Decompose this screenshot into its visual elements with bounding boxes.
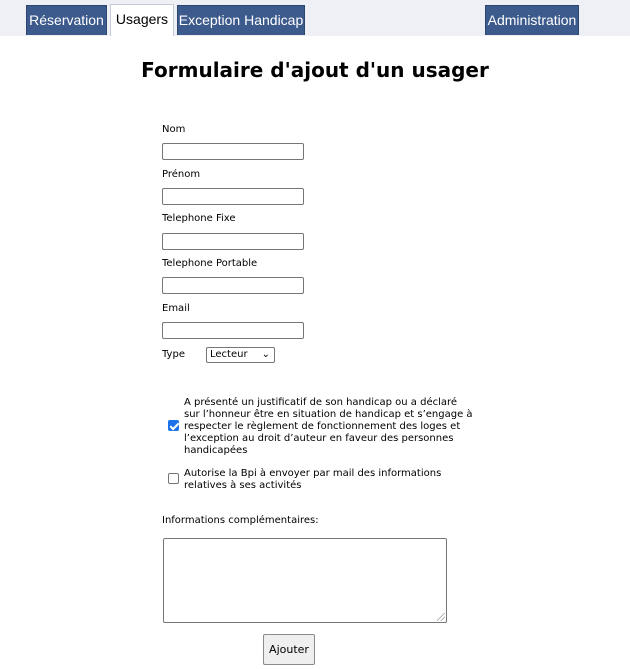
handicap-checkbox[interactable]	[168, 420, 179, 431]
email-input[interactable]	[162, 322, 304, 339]
nom-label: Nom	[162, 124, 186, 135]
tab-administration[interactable]: Administration	[485, 5, 579, 35]
resize-grip-icon[interactable]	[437, 613, 445, 621]
prenom-input[interactable]	[162, 188, 304, 205]
handicap-checkbox-label: A présenté un justificatif de son handicap ou a déclaré sur l’honneur être en situation de handicap et s’engage à respecter le règlement de fonctionnement des loges et l’exception au droit d’auteur en faveur des personnes handicapées	[184, 397, 473, 456]
tab-usagers[interactable]: Usagers	[110, 4, 174, 36]
chevron-down-icon: ⌄	[261, 349, 270, 360]
email-label: Email	[162, 303, 190, 314]
info-label: Informations complémentaires:	[162, 515, 319, 526]
page-title: Formulaire d'ajout d'un usager	[141, 58, 489, 82]
prenom-label: Prénom	[162, 169, 201, 180]
top-navigation	[0, 0, 630, 36]
newsletter-checkbox[interactable]	[168, 473, 179, 484]
tab-reservation[interactable]: Réservation	[26, 5, 107, 35]
telephone-fixe-input[interactable]	[162, 233, 304, 250]
newsletter-checkbox-label: Autorise la Bpi à envoyer par mail des informations relatives à ses activités	[184, 468, 442, 491]
telephone-portable-label: Telephone Portable	[162, 258, 258, 269]
nom-input[interactable]	[162, 143, 304, 160]
type-select-value: Lecteur	[210, 349, 248, 360]
telephone-portable-input[interactable]	[162, 277, 304, 294]
tab-exception-handicap[interactable]: Exception Handicap	[177, 5, 305, 35]
info-textarea[interactable]	[163, 538, 447, 623]
type-select[interactable]	[206, 347, 275, 363]
telephone-fixe-label: Telephone Fixe	[162, 213, 236, 224]
type-label: Type	[162, 349, 185, 360]
ajouter-button[interactable]: Ajouter	[263, 634, 315, 665]
